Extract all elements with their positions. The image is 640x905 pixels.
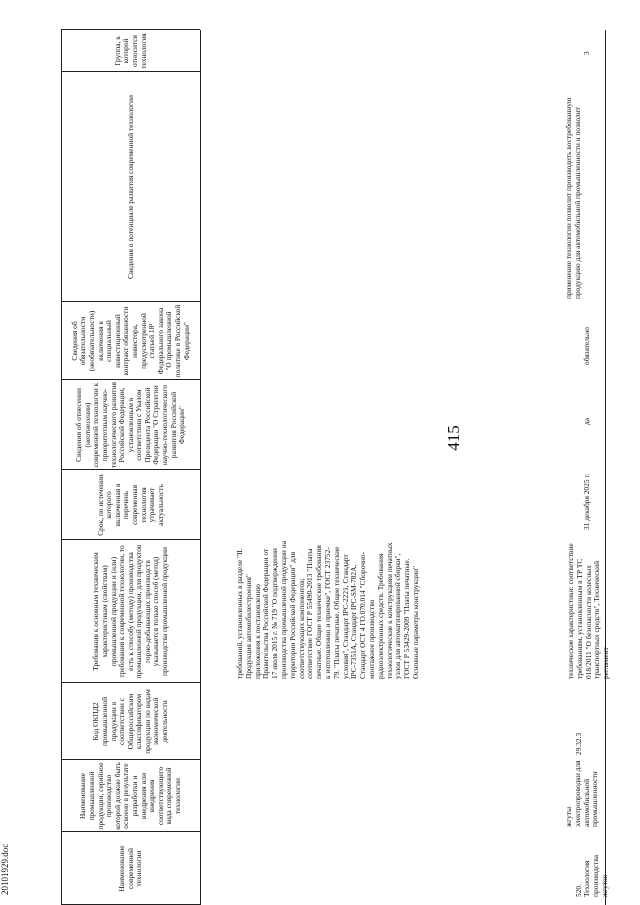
header-group-text: Группа, к которой относится технология (112, 33, 148, 69)
row-priority: да (582, 417, 591, 425)
header-relevance-term (62, 470, 200, 540)
row-relevance-term: 31 декабря 2025 г. (582, 473, 591, 530)
header-potential-text: Сведения о потенциале развития современной технологии (125, 95, 135, 279)
header-potential (62, 72, 200, 302)
row-obligation: обязательно (582, 327, 591, 365)
row-potential: применение технологии позволит производить востребованную продукцию для автомобильной промышленности и позволит (564, 97, 582, 299)
header-priority-text: Сведения об отнесении (неотнесении) современной технологии к приоритетным научно-технологического развития Российской Федерации, установленным в соответствии с Указом Президента Российской Федерации "О Стратегии научно-технологического развития Российской Федерации" (74, 382, 187, 468)
table-bottom-border (605, 30, 606, 905)
file-name: 20101929.doc (0, 843, 10, 895)
row-product: жгуты электропроводки для автомобильной промышленности (564, 760, 600, 827)
header-priority (62, 380, 200, 470)
header-bottom-border (200, 30, 201, 905)
row-requirements: технические характеристики: соответствие требованиям, установленным в ТР ТС 018/2011 "О безопасности колесных транспортных средств", Технический регламент (566, 543, 611, 679)
header-relevance-term-text: Срок, по истечении которого включенная в перечень современная технология утрачивает актуальность (95, 474, 165, 536)
header-requirements (62, 540, 200, 683)
page-number: 415 (444, 425, 463, 451)
row-technology-name: Технология производства жгутов (582, 854, 609, 897)
row-group: 3 (582, 51, 591, 55)
requirements-continuation: требований, установленных в разделе "II. Продукция автомобилестроения" приложения к постановлению Правительства Российской Федерации от 17 июля 2015 г. № 719 "О подтверждении производства промышленной продукции на территории Российской Федерации" для соответствующих компонентов; соответствие ГОСТ Р 55490-2013 "Платы печатные. Общие технические требования к изготовлению и приемке", ГОСТ 23752-79. "Платы печатные. Общие технические условия", Стандарт IPC-2221, Стандарт IPC-7351A, Стандарт IPC-SM-782A, Стандарт ОСТ 4 ГО.070.014 "Сборочно-монтажное производство радиоэлектронных средств. Требования технологические к конструкциям печатных узлов для автоматизированной сборки", ГОСТ Р 53429-2009 "Платы печатные. Основные параметры конструкции" (235, 541, 420, 679)
header-obligation-text: Сведения об обязательности (необязательности) включения в специальный инвестиционный контракт обязанности инвестора, предусмотренной статьей 18² Федерального закона "О промышленной политике в Российской Федерации" (69, 304, 191, 378)
header-obligation (62, 302, 200, 380)
header-okpd-code (62, 683, 200, 760)
row-number: 520. (574, 884, 583, 897)
header-requirements-text: Требования к основным техническим характеристикам (свойствам) промышленной продукции и (или) требования к современной технологии, то есть к способу (методу) производства промышленной продукции, для продуктов горно-добывающих производств указывается только способ (метод) производства промышленной продукции (91, 544, 170, 679)
header-product-name (62, 760, 200, 832)
header-product-name-text: Наименование промышленной продукции, серийное производство которой должно быть освоено в результате разработки и внедрения или внедрения соответствующего вида современной технологии (78, 762, 182, 830)
row-okpd-code: 29.32.3 (574, 732, 583, 755)
header-group (62, 30, 200, 72)
header-okpd-code-text: Код ОКПД2 промышленной продукции в соответствии с Общероссийским классификатором продукции по видам экономической деятельности (91, 689, 170, 754)
header-technology-name-text: Наименование современной технологии (117, 845, 144, 892)
header-technology-name (62, 832, 200, 905)
